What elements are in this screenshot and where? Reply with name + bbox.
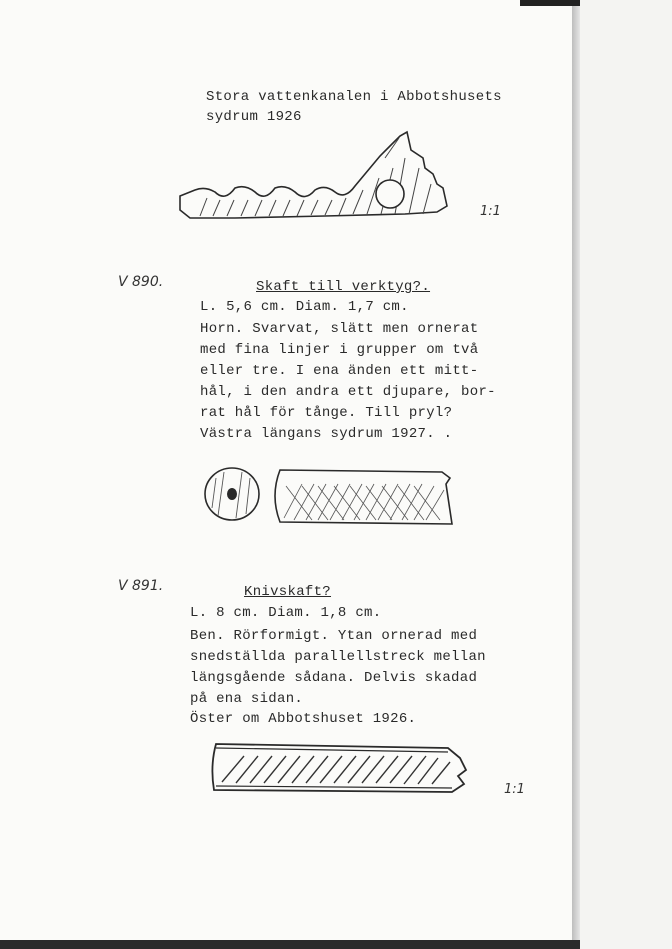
facing-page (580, 0, 672, 949)
item-890-line: Horn. Svarvat, slätt men ornerat (200, 321, 479, 337)
item-890-line: med fina linjer i grupper om två (200, 342, 479, 358)
scale-label-1: 1:1 (480, 204, 501, 219)
item-891-line: L. 8 cm. Diam. 1,8 cm. (190, 605, 382, 621)
knife-handle-sketch (208, 736, 478, 802)
item-891-title: Knivskaft? (244, 584, 332, 600)
item-891-line: Ben. Rörformigt. Ytan ornerad med (190, 628, 478, 644)
book-spine (572, 0, 580, 949)
item-890-line: Västra längans sydrum 1927. . (200, 426, 453, 442)
item-890-line: eller tre. I ena änden ett mitt- (200, 363, 479, 379)
item-891-number: V 891. (118, 578, 164, 594)
page-bottom-edge (0, 940, 580, 949)
header-line-1: Stora vattenkanalen i Abbotshusets (206, 89, 502, 105)
item-890-number: V 890. (118, 274, 164, 290)
channel-fragment-sketch (175, 128, 455, 228)
item-890-line: L. 5,6 cm. Diam. 1,7 cm. (200, 299, 409, 315)
item-891-line: Öster om Abbotshuset 1926. (190, 711, 417, 727)
horn-handle-sketch (202, 462, 462, 532)
scale-label-2: 1:1 (504, 782, 525, 797)
item-890-line: hål, i den andra ett djupare, bor- (200, 384, 496, 400)
item-891-line: snedställda parallellstreck mellan (190, 649, 486, 665)
item-890-line: rat hål för tånge. Till pryl? (200, 405, 453, 421)
header-line-2: sydrum 1926 (206, 109, 302, 125)
item-891-line: längsgående sådana. Delvis skadad (190, 670, 478, 686)
binding-edge (520, 0, 580, 6)
item-890-title: Skaft till verktyg?. (256, 279, 431, 295)
item-891-line: på ena sidan. (190, 691, 304, 707)
